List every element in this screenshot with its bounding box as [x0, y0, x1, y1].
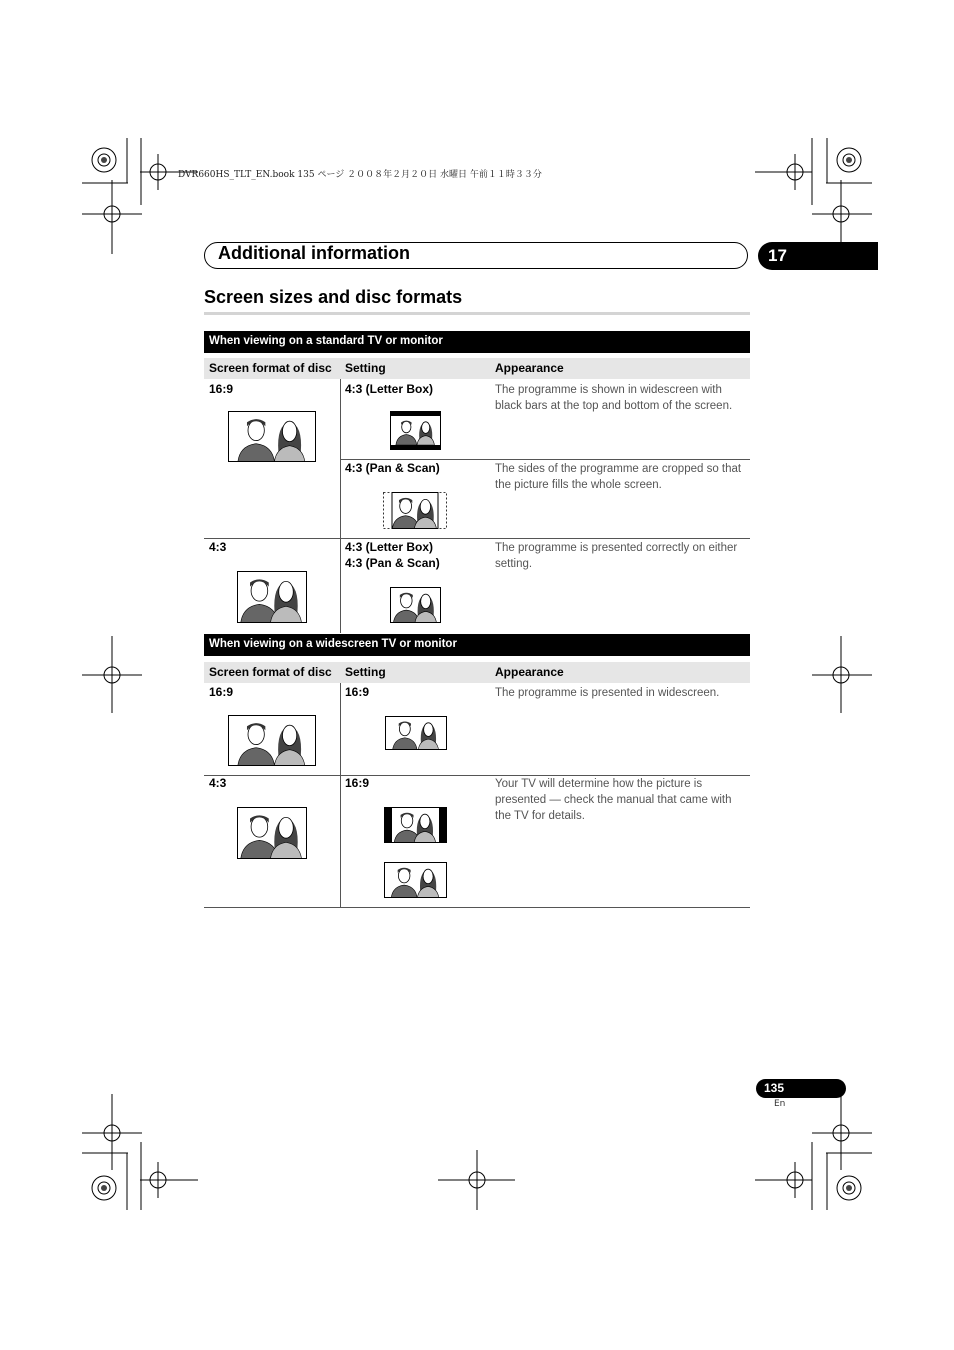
section-title: Screen sizes and disc formats: [204, 287, 463, 307]
column-appearance: Appearance: [495, 665, 564, 679]
standard-table-header: [204, 358, 750, 379]
tv-illustration-standard-small: [390, 587, 441, 623]
appearance-cell: Your TV will determine how the picture is presented — check the manual that came with the TV for details.: [495, 778, 732, 822]
setting-cell: 4:3 (Pan & Scan): [345, 461, 440, 475]
chapter-title: Additional information: [218, 243, 410, 263]
column-setting: Setting: [345, 361, 386, 375]
setting-cell: 4:3 (Letter Box): [345, 540, 434, 554]
tv-illustration-stretched: [384, 862, 447, 898]
tv-illustration-standard: [237, 571, 307, 623]
appearance-cell: The programme is presented in widescreen.: [495, 687, 720, 699]
appearance-cell: The programme is shown in widescreen with black bars at the top and bottom of the screen.: [495, 384, 733, 412]
tv-illustration-pillarbox: [384, 807, 447, 843]
section-rule: [204, 312, 750, 315]
chapter-number: 17: [758, 242, 878, 270]
tv-illustration-letterbox: [390, 411, 441, 450]
page-number: 135: [756, 1079, 846, 1098]
tv-illustration-widescreen: [228, 411, 316, 462]
column-divider: [340, 683, 341, 908]
setting-cell: 4:3 (Letter Box): [345, 382, 434, 396]
format-cell: 4:3: [209, 776, 227, 790]
appearance-cell: The programme is presented correctly on either setting.: [495, 542, 738, 570]
column-format: Screen format of disc: [209, 665, 332, 679]
tv-illustration-widescreen: [228, 715, 316, 766]
column-divider: [340, 379, 341, 633]
row-divider: [340, 459, 750, 460]
format-cell: 16:9: [209, 382, 234, 396]
setting-cell: 16:9: [345, 776, 370, 790]
widescreen-table-header: [204, 662, 750, 683]
standard-tv-heading: When viewing on a standard TV or monitor: [204, 331, 750, 353]
setting-cell: 4:3 (Pan & Scan): [345, 556, 440, 570]
appearance-cell: The sides of the programme are cropped so that the picture fills the whole screen.: [495, 463, 742, 491]
column-format: Screen format of disc: [209, 361, 332, 375]
tv-illustration-standard: [237, 807, 307, 859]
column-setting: Setting: [345, 665, 386, 679]
page-language: En: [774, 1099, 786, 1109]
tv-illustration-panscan: [383, 492, 447, 529]
setting-cell: 16:9: [345, 685, 370, 699]
format-cell: 4:3: [209, 540, 227, 554]
format-cell: 16:9: [209, 685, 234, 699]
tv-illustration-widescreen-small: [385, 716, 447, 750]
print-header: DVR660HS_TLT_EN.book 135 ページ ２００８年２月２０日 水曜日 午前１１時３３分: [178, 170, 542, 180]
row-divider: [204, 538, 750, 539]
widescreen-tv-heading: When viewing on a widescreen TV or monitor: [204, 634, 750, 656]
table-bottom-rule: [204, 907, 750, 908]
column-appearance: Appearance: [495, 361, 564, 375]
